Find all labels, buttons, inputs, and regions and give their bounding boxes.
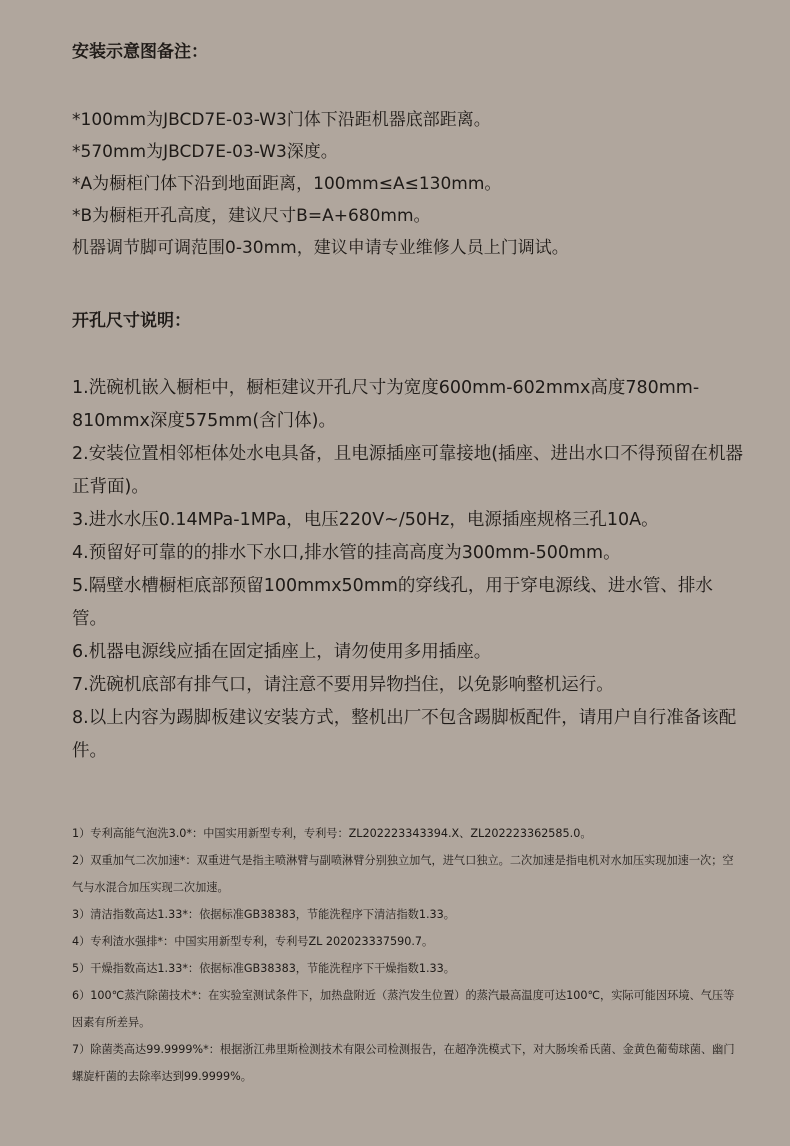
footnote-item: 2）双重加气二次加速*：双重进气是指主喷淋臂与副喷淋臂分别独立加气，进气口独立。二次加速是指电机对水加压实现加速一次；空气与水混合加压实现二次加速。 [72,854,734,894]
install-note-line: *570mm为JBCD7E-03-W3深度。 [72,142,338,162]
install-notes-heading: 安装示意图备注： [72,42,208,62]
install-note-line: *B为橱柜开孔高度，建议尺寸B=A+680mm。 [72,206,431,226]
footnote-item: 7）除菌类高达99.9999%*：根据浙江弗里斯检测技术有限公司检测报告，在超净洗模式下，对大肠埃希氏菌、金黄色葡萄球菌、幽门螺旋杆菌的去除率达到99.9999%。 [72,1043,735,1083]
footnote-item: 5）干燥指数高达1.33*：依据标准GB38383，节能洗程序下干燥指数1.33。 [72,962,455,975]
opening-note-item: 8.以上内容为踢脚板建议安装方式，整机出厂不包含踢脚板配件，请用户自行准备该配件。 [72,708,737,761]
install-notes-list [72,104,752,264]
footnote-item: 1）专利高能气泡洗3.0*：中国实用新型专利，专利号：ZL202223343394.X、ZL202223362585.0。 [72,827,592,840]
opening-notes-heading: 开孔尺寸说明： [72,311,191,331]
footnotes-list [72,820,742,1090]
opening-note-item: 5.隔壁水槽橱柜底部预留100mmx50mm的穿线孔，用于穿电源线、进水管、排水管。 [72,576,713,629]
footnote-item: 3）清洁指数高达1.33*：依据标准GB38383，节能洗程序下清洁指数1.33。 [72,908,455,921]
install-note-line: 机器调节脚可调范围0-30mm，建议申请专业维修人员上门调试。 [72,238,569,258]
opening-note-item: 6.机器电源线应插在固定插座上，请勿使用多用插座。 [72,642,492,662]
opening-note-item: 7.洗碗机底部有排气口，请注意不要用异物挡住，以免影响整机运行。 [72,675,614,695]
install-note-line: *A为橱柜门体下沿到地面距离，100mm≤A≤130mm。 [72,174,502,194]
footnote-item: 4）专利渣水强排*：中国实用新型专利，专利号ZL 202023337590.7。 [72,935,434,948]
footnote-item: 6）100℃蒸汽除菌技术*：在实验室测试条件下，加热盘附近（蒸汽发生位置）的蒸汽最高温度可达100℃，实际可能因环境、气压等因素有所差异。 [72,989,735,1029]
install-note-line: *100mm为JBCD7E-03-W3门体下沿距机器底部距离。 [72,110,491,130]
opening-note-item: 1.洗碗机嵌入橱柜中，橱柜建议开孔尺寸为宽度600mm-602mmx高度780mm-810mmx深度575mm(含门体)。 [72,378,700,431]
opening-notes-list [72,372,744,768]
opening-note-item: 2.安装位置相邻柜体处水电具备，且电源插座可靠接地(插座、进出水口不得预留在机器正背面)。 [72,444,744,497]
opening-note-item: 3.进水水压0.14MPa-1MPa，电压220V~/50Hz，电源插座规格三孔10A。 [72,510,659,530]
opening-note-item: 4.预留好可靠的的排水下水口,排水管的挂高高度为300mm-500mm。 [72,543,621,563]
